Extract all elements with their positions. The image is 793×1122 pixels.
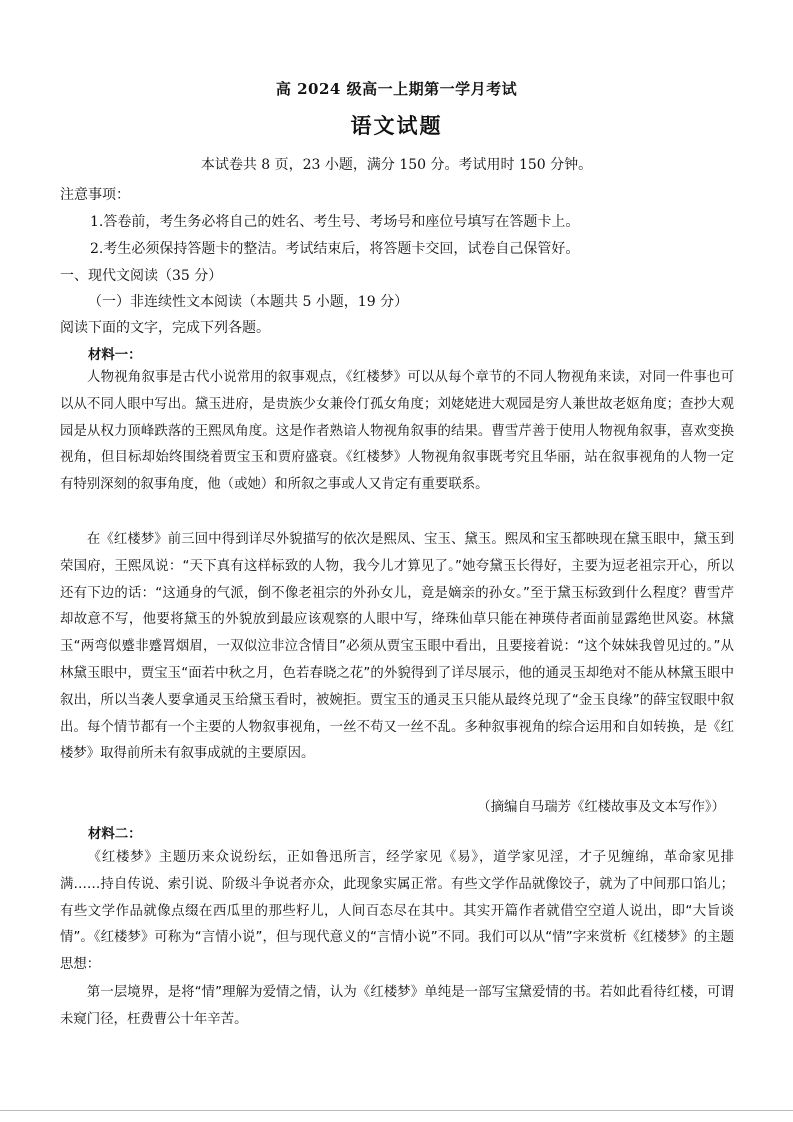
material-2-paragraph-1-text: 《红楼梦》主题历来众说纷纭，正如鲁迅所言，经学家见《易》，道学家见淫，才子见缠绵，革命家见排满……持自传说、索引说、阶级斗争说者亦众，此现象实属正常。有些文学作品就像饺子，就为了中间那口馅儿；有些文学作品就像点缀在西瓜里的那些籽儿，人间百态尽在其中。其实开篇作者就借空空道人说出，即“大旨谈情”。《红楼梦》可称为“言情小说”，但与现代意义的“言情小说”不同。我们可以从“情”字来赏析《红楼梦》的主题思想：	[60, 850, 734, 973]
exam-info: 本试卷共 8 页，23 小题，满分 150 分。考试用时 150 分钟。	[200, 157, 593, 173]
section-title: 一、现代文阅读（35 分）	[60, 268, 223, 284]
material-1-source: （摘编自马瑞芳《红楼故事及文本写作》）	[477, 800, 725, 815]
notes-item-1: 1.答卷前，考生务必将自己的姓名、考生号、考场号和座位号填写在答题卡上。	[90, 214, 580, 230]
material-1-paragraph-2-text: 在《红楼梦》前三回中得到详尽外貌描写的依次是熙凤、宝玉、黛玉。熙凤和宝玉都映现在黛玉眼中，黛玉到荣国府，王熙凤说：“天下真有这样标致的人物，我今儿才算见了。”她夸黛玉长得好，主要为逗老祖宗开心，所以还有下边的话：“这通身的气派，倒不像老祖宗的外孙女儿，竟是嫡亲的孙女。”至于黛玉标致到什么程度？曹雪芹却故意不写，他要将黛玉的外貌放到最应该观察的人眼中写，绛珠仙草只能在神瑛侍者面前显露绝世风姿。林黛玉“两弯似蹙非蹙罥烟眉，一双似泣非泣含情目”必须从贾宝玉眼中看出，且要接着说：“这个妹妹我曾见过的。”从林黛玉眼中，贾宝玉“面若中秋之月，色若春晓之花”的外貌得到了详尽展示，他的通灵玉却绝对不能从林黛玉眼中叙出，所以当袭人要拿通灵玉给黛玉看时，被婉拒。贾宝玉的通灵玉只能从最终兑现了“金玉良缘”的薛宝钗眼中叙出。每个情节都有一个主要的人物叙事视角，一丝不苟又一丝不乱。多种叙事视角的综合运用和自如转换，是《红楼梦》取得前所未有叙事成就的主要原因。	[60, 532, 734, 762]
material-2-paragraph-2-text: 第一层境界，是将“情”理解为爱情之情，认为《红楼梦》单纯是一部写宝黛爱情的书。若如此看待红楼，可谓未窥门径，枉费曹公十年辛苦。	[60, 985, 734, 1027]
notes-item-2: 2.考生必须保持答题卡的整洁。考试结束后，将答题卡交回，试卷自己保管好。	[90, 241, 580, 257]
material-1-paragraph-2	[60, 527, 734, 768]
material-1-paragraph-1	[60, 365, 734, 499]
material-1-label: 材料一：	[88, 347, 142, 363]
subject-title: 语文试题	[350, 113, 443, 138]
reading-instruction: 阅读下面的文字，完成下列各题。	[60, 320, 270, 336]
page-bottom-rule	[0, 1110, 793, 1111]
material-1-paragraph-1-text: 人物视角叙事是古代小说常用的叙事观点，《红楼梦》可以从每个章节的不同人物视角来读，对同一件事也可以从不同人眼中写出。黛玉进府，是贵族少女兼伶仃孤女角度；刘姥姥进大观园是穷人兼世故老妪角度；查抄大观园是从权力顶峰跌落的王熙凤角度。这是作者熟谙人物视角叙事的结果。曹雪芹善于使用人物视角叙事，喜欢变换视角，但目标却始终围绕着贾宝玉和贾府盛衰。《红楼梦》人物视角叙事既考究且华丽，站在叙事视角的人物一定有特别深刻的叙事角度，他（或她）和所叙之事或人又肯定有重要联系。	[60, 370, 734, 493]
notes-heading: 注意事项：	[60, 187, 130, 203]
material-2-paragraph-2	[60, 980, 734, 1034]
exam-title: 高 2024 级高一上期第一学月考试	[275, 80, 518, 98]
material-2-label: 材料二：	[88, 826, 142, 842]
section-subtitle: （一）非连续性文本阅读（本题共 5 小题，19 分）	[88, 294, 409, 310]
material-2-paragraph-1	[60, 845, 734, 979]
